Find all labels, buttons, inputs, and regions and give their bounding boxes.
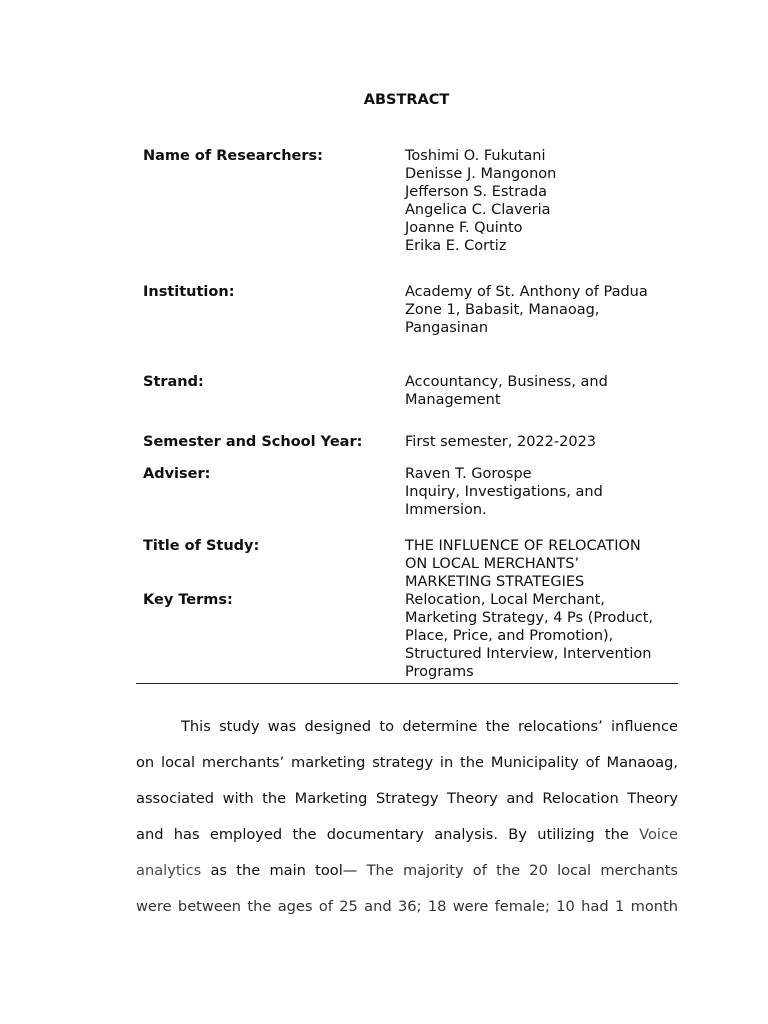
body-text: and has employed the documentary analysis. By utilizing the bbox=[136, 826, 629, 843]
semester-line: First semester, 2022-2023 bbox=[405, 434, 597, 450]
strand-line: Management bbox=[405, 392, 501, 408]
body-line bbox=[136, 825, 678, 845]
researcher-name: Toshimi O. Fukutani bbox=[405, 148, 546, 164]
title-value bbox=[405, 537, 680, 591]
body-line: on local merchants’ marketing strategy in the Municipality of Manaoag, bbox=[136, 754, 678, 771]
strand-label: Strand: bbox=[143, 374, 204, 390]
strand-line: Accountancy, Business, and bbox=[405, 374, 608, 390]
key-terms-line: Relocation, Local Merchant, bbox=[405, 592, 605, 608]
adviser-value bbox=[405, 465, 680, 519]
institution-line: Academy of St. Anthony of Padua bbox=[405, 284, 648, 300]
researcher-name: Erika E. Cortiz bbox=[405, 238, 507, 254]
title-line: MARKETING STRATEGIES bbox=[405, 574, 585, 590]
semester-label: Semester and School Year: bbox=[143, 434, 363, 450]
key-terms-line: Place, Price, and Promotion), bbox=[405, 628, 614, 644]
key-terms-line: Marketing Strategy, 4 Ps (Product, bbox=[405, 610, 654, 626]
researcher-name: Denisse J. Mangonon bbox=[405, 166, 557, 182]
title-line: THE INFLUENCE OF RELOCATION bbox=[405, 538, 641, 554]
body-text: as the main tool— bbox=[210, 862, 358, 879]
researcher-name: Joanne F. Quinto bbox=[405, 220, 523, 236]
researcher-name: Angelica C. Claveria bbox=[405, 202, 551, 218]
adviser-line: Raven T. Gorospe bbox=[405, 466, 532, 482]
key-terms-label: Key Terms: bbox=[143, 592, 233, 608]
strand-value bbox=[405, 373, 680, 409]
semester-value bbox=[405, 433, 680, 451]
institution-line: Pangasinan bbox=[405, 320, 489, 336]
institution-label: Institution: bbox=[143, 284, 235, 300]
key-terms-line: Programs bbox=[405, 664, 474, 680]
body-line: associated with the Marketing Strategy Theory and Relocation Theory bbox=[136, 790, 678, 807]
key-terms-value bbox=[405, 591, 680, 681]
researchers-label: Name of Researchers: bbox=[143, 148, 323, 164]
body-line: This study was designed to determine the relocations’ influence bbox=[181, 718, 678, 735]
voice-text: Voice bbox=[639, 826, 678, 843]
researcher-name: Jefferson S. Estrada bbox=[405, 184, 548, 200]
body-text: The majority of the 20 local merchants bbox=[366, 862, 679, 879]
body-line: were between the ages of 25 and 36; 18 were female; 10 had 1 month bbox=[136, 898, 678, 915]
title-label: Title of Study: bbox=[143, 538, 260, 554]
analytics-text: analytics bbox=[136, 862, 202, 879]
adviser-label: Adviser: bbox=[143, 466, 211, 482]
adviser-line: Immersion. bbox=[405, 502, 487, 518]
institution-value bbox=[405, 283, 680, 337]
title-line: ON LOCAL MERCHANTS’ bbox=[405, 556, 580, 572]
body-line bbox=[136, 861, 678, 881]
divider-rule bbox=[136, 683, 678, 684]
abstract-heading: ABSTRACT bbox=[363, 92, 450, 108]
researchers-value bbox=[405, 147, 680, 255]
institution-line: Zone 1, Babasit, Manaoag, bbox=[405, 302, 600, 318]
key-terms-line: Structured Interview, Intervention bbox=[405, 646, 652, 662]
adviser-line: Inquiry, Investigations, and bbox=[405, 484, 603, 500]
